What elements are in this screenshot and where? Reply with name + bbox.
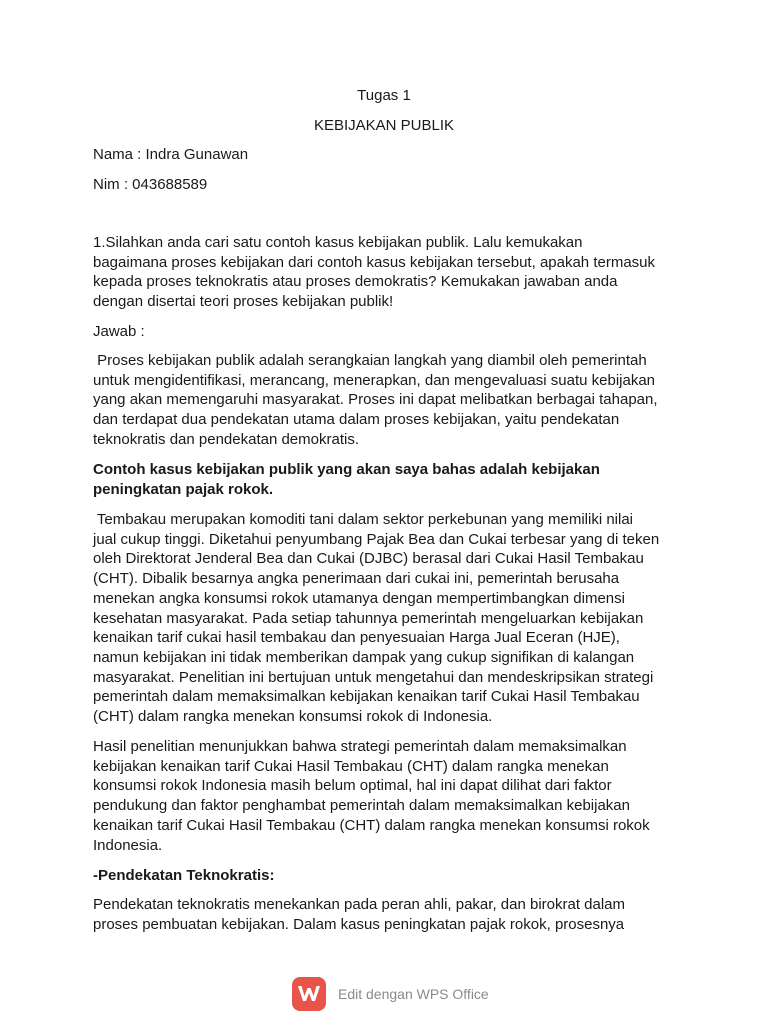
- paragraph-line: kenaikan tarif cukai hasil tembakau dan penyesuaian Harga Jual Eceran (HJE),: [93, 629, 620, 647]
- paragraph-line: oleh Direktorat Jenderal Bea dan Cukai (DJBC) berasal dari Cukai Hasil Tembakau: [93, 550, 644, 568]
- paragraph-line: Hasil penelitian menunjukkan bahwa strategi pemerintah dalam memaksimalkan: [93, 738, 627, 755]
- student-nim: Nim : 043688589: [93, 176, 208, 193]
- paragraph-line: dan terdapat dua pendekatan utama dalam proses kebijakan, yaitu pendekatan: [93, 411, 620, 429]
- case-heading-line: Contoh kasus kebijakan publik yang akan saya bahas adalah kebijakan: [93, 461, 600, 478]
- paragraph-line: kebijakan kenaikan tarif Cukai Hasil Tembakau (CHT) dalam rangka menekan: [93, 757, 609, 775]
- document-title: Tugas 1: [357, 87, 411, 104]
- paragraph-line: pendukung dan faktor penghambat pemerintah dalam memaksimalkan kebijakan: [93, 797, 630, 815]
- question-line: kepada proses teknokratis atau proses demokratis? Kemukakan jawaban anda: [93, 273, 618, 291]
- paragraph-line: Tembakau merupakan komoditi tani dalam sektor perkebunan yang memiliki nilai: [93, 511, 633, 528]
- paragraph-1: [93, 351, 683, 450]
- paragraph-line: kesehatan masyarakat. Pada setiap tahunnya pemerintah mengeluarkan kebijakan: [93, 609, 644, 627]
- question-paragraph: [93, 233, 683, 312]
- wps-footer[interactable]: [292, 976, 489, 1012]
- wps-office-icon[interactable]: [292, 977, 326, 1011]
- paragraph-line: kenaikan tarif Cukai Hasil Tembakau (CHT) dalam rangka menekan konsumsi rokok: [93, 816, 650, 834]
- paragraph-line: proses pembuatan kebijakan. Dalam kasus peningkatan pajak rokok, prosesnya: [93, 915, 625, 933]
- paragraph-line: untuk mengidentifikasi, merancang, menerapkan, dan mengevaluasi suatu kebijakan: [93, 371, 656, 389]
- question-line: 1.Silahkan anda cari satu contoh kasus kebijakan publik. Lalu kemukakan: [93, 234, 583, 251]
- paragraph-line: (CHT) dalam rangka menekan konsumsi rokok di Indonesia.: [93, 708, 493, 726]
- case-heading-line: peningkatan pajak rokok.: [93, 480, 274, 498]
- section-heading: -Pendekatan Teknokratis:: [93, 867, 275, 884]
- question-line: bagaimana proses kebijakan dari contoh kasus kebijakan tersebut, apakah termasuk: [93, 253, 656, 271]
- paragraph-line: Proses kebijakan publik adalah serangkaian langkah yang diambil oleh pemerintah: [93, 352, 647, 369]
- student-name: Nama : Indra Gunawan: [93, 146, 249, 163]
- paragraph-line: konsumsi rokok Indonesia masih belum optimal, hal ini dapat dilihat dari faktor: [93, 777, 612, 795]
- paragraph-line: jual cukup tinggi. Diketahui penyumbang Pajak Bea dan Cukai terbesar yang di teken: [93, 530, 660, 548]
- paragraph-line: Indonesia.: [93, 836, 163, 854]
- paragraph-3: [93, 737, 683, 855]
- paragraph-line: menekan angka konsumsi rokok utamanya dengan mempertimbangkan dimensi: [93, 589, 625, 607]
- document-subject: KEBIJAKAN PUBLIK: [313, 117, 455, 134]
- paragraph-2: [93, 510, 683, 727]
- paragraph-line: yang akan memengaruhi masyarakat. Proses ini dapat melibatkan berbagai tahapan,: [93, 391, 658, 409]
- paragraph-line: (CHT). Dibalik besarnya angka penerimaan dari cukai ini, pemerintah berusaha: [93, 570, 620, 588]
- paragraph-line: masyarakat. Penelitian ini bertujuan untuk mengetahui dan mendeskripsikan strategi: [93, 668, 654, 686]
- paragraph-line: pemerintah dalam memaksimalkan kebijakan kenaikan tarif Cukai Hasil Tembakau: [93, 688, 640, 706]
- wps-logo-glyph: [297, 984, 321, 1004]
- paragraph-line: Pendekatan teknokratis menekankan pada peran ahli, pakar, dan birokrat dalam: [93, 896, 626, 913]
- paragraph-line: teknokratis dan pendekatan demokratis.: [93, 430, 359, 448]
- case-heading: [93, 460, 683, 499]
- wps-edit-label[interactable]: Edit dengan WPS Office: [338, 986, 489, 1002]
- answer-label: Jawab :: [93, 323, 145, 340]
- paragraph-4: [93, 895, 683, 934]
- paragraph-line: namun kebijakan ini tidak memberikan dampak yang cukup signifikan di kalangan: [93, 648, 635, 666]
- question-line: dengan disertai teori proses kebijakan publik!: [93, 293, 394, 311]
